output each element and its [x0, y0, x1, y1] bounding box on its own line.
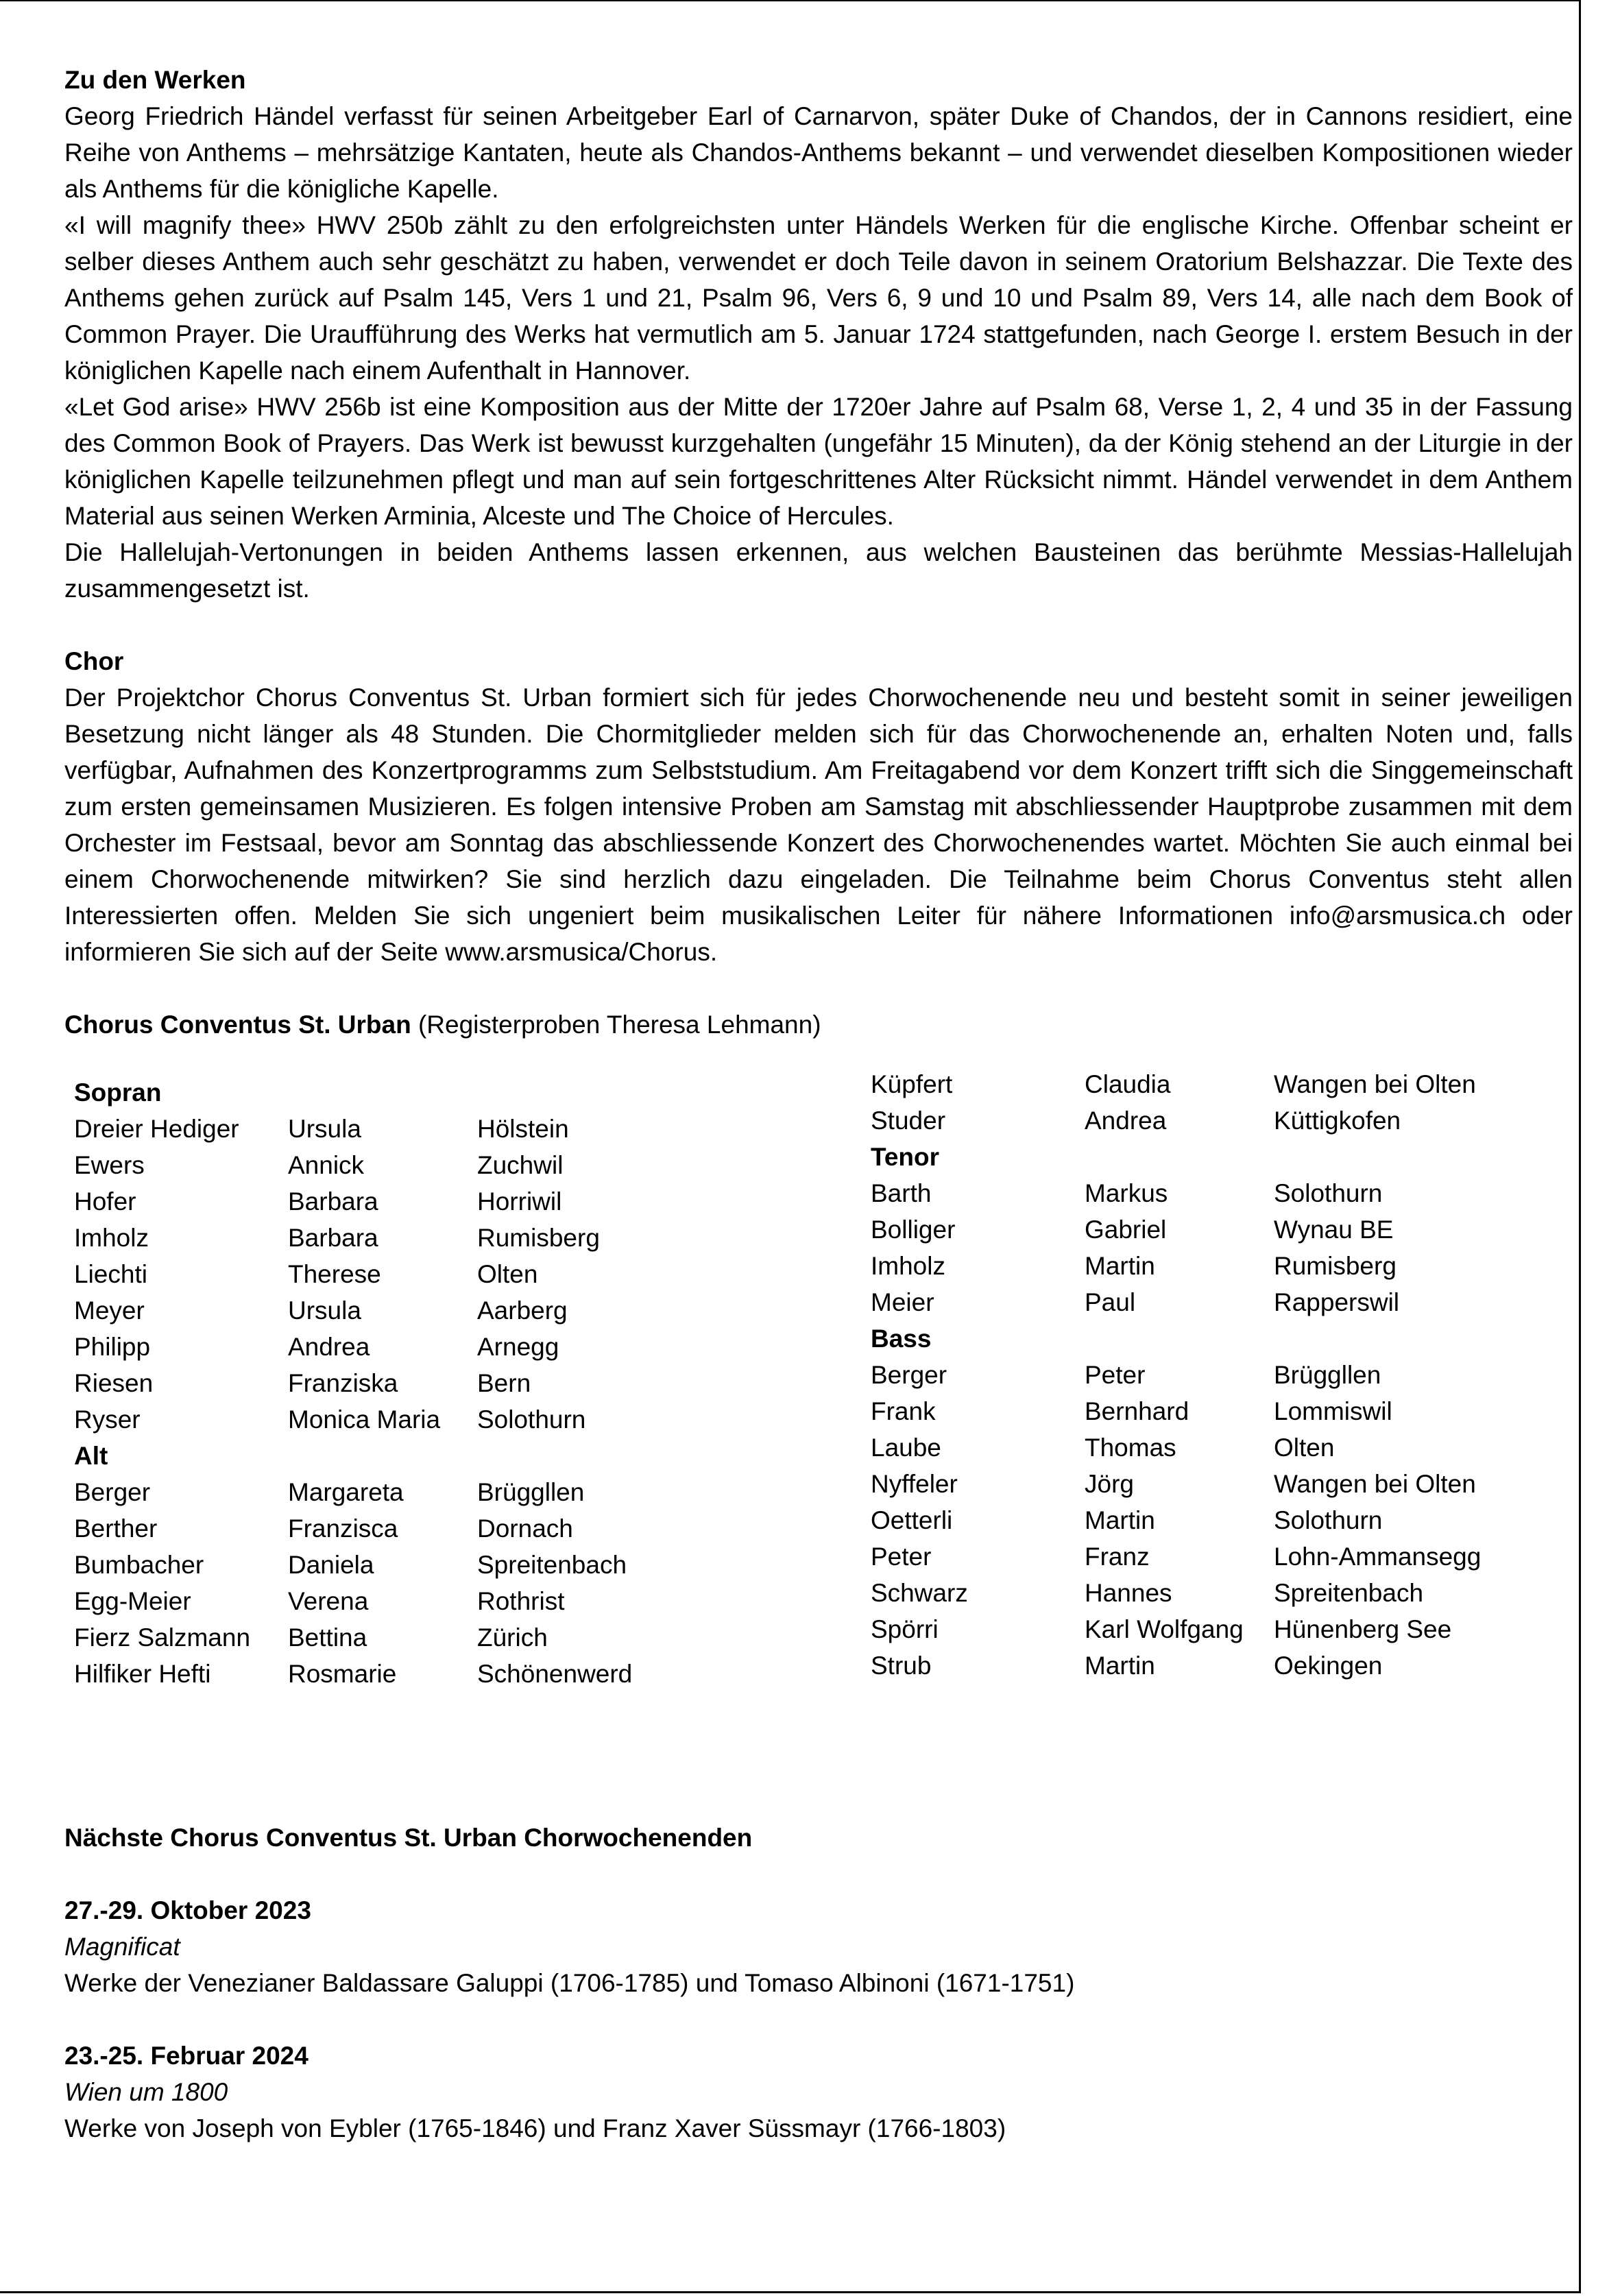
member-surname: Bumbacher — [74, 1551, 204, 1579]
member-location: Wangen bei Olten — [1274, 1470, 1476, 1498]
member-surname: Imholz — [871, 1252, 945, 1280]
member-row — [871, 1066, 1476, 1102]
member-location: Zürich — [477, 1623, 548, 1652]
member-location: Schönenwerd — [477, 1660, 633, 1688]
event-title: Wien um 1800 — [64, 2078, 228, 2106]
member-location: Küttigkofen — [1274, 1107, 1401, 1135]
member-surname: Riesen — [74, 1369, 154, 1397]
member-location: Rapperswil — [1274, 1288, 1400, 1316]
event-date: 27.-29. Oktober 2023 — [64, 1896, 311, 1924]
member-row — [74, 1292, 568, 1329]
member-firstname: Andrea — [1085, 1107, 1167, 1135]
member-firstname: Verena — [288, 1587, 369, 1615]
voice-heading: Bass — [871, 1325, 932, 1353]
member-row — [74, 1619, 548, 1656]
member-firstname: Daniela — [288, 1551, 374, 1579]
member-row — [871, 1102, 1401, 1139]
member-firstname: Paul — [1085, 1288, 1136, 1316]
member-location: Oekingen — [1274, 1652, 1383, 1680]
member-roster — [64, 1070, 1559, 1732]
member-row — [74, 1547, 627, 1583]
member-row — [74, 1183, 562, 1220]
member-firstname: Martin — [1085, 1252, 1155, 1280]
member-firstname: Hannes — [1085, 1579, 1172, 1607]
member-firstname: Franziska — [288, 1369, 398, 1397]
member-firstname: Franzisca — [288, 1514, 398, 1543]
member-row — [74, 1656, 633, 1692]
member-firstname: Therese — [288, 1260, 381, 1288]
main-text — [64, 62, 1573, 1043]
member-row — [74, 1147, 564, 1183]
member-location: Horriwil — [477, 1187, 562, 1216]
member-firstname: Andrea — [288, 1333, 370, 1361]
voice-heading: Tenor — [871, 1143, 940, 1171]
member-row — [871, 1575, 1424, 1611]
member-location: Brüggllen — [477, 1478, 585, 1506]
works-paragraph-1: Georg Friedrich Händel verfasst für seinen Arbeitgeber Earl of Carnarvon, später Duke of Chandos, der in Cannons residiert, eine Reihe von Anthems – mehrsätzige Kantaten, heute als Chandos-Anthems bekannt – und verwendet dieselben Kompositionen wieder als Anthems für die königliche Kapelle. — [64, 102, 1573, 203]
member-row — [871, 1357, 1381, 1393]
member-surname: Küpfert — [871, 1070, 953, 1098]
member-firstname: Rosmarie — [288, 1660, 397, 1688]
member-row — [74, 1220, 600, 1256]
member-firstname: Barbara — [288, 1187, 378, 1216]
member-row — [871, 1538, 1482, 1575]
member-row — [74, 1401, 586, 1438]
member-surname: Liechti — [74, 1260, 147, 1288]
member-location: Lohn-Ammansegg — [1274, 1543, 1482, 1571]
member-firstname: Monica Maria — [288, 1405, 441, 1434]
member-surname: Berger — [871, 1361, 947, 1389]
spacer — [64, 2001, 1573, 2038]
member-surname: Ewers — [74, 1151, 145, 1179]
member-surname: Studer — [871, 1107, 946, 1135]
works-paragraph-4: Die Hallelujah-Vertonungen in beiden Anthems lassen erkennen, aus welchen Bausteinen das berühmte Messias-Hallelujah zusammengesetzt ist. — [64, 538, 1573, 603]
member-firstname: Martin — [1085, 1652, 1155, 1680]
member-firstname: Barbara — [288, 1224, 378, 1252]
member-location: Dornach — [477, 1514, 573, 1543]
choir-paragraph: Der Projektchor Chorus Conventus St. Urban formiert sich für jedes Chorwochenende neu und besteht somit in seiner jeweiligen Besetzung nicht länger als 48 Stunden. Die Chormitglieder melden sich für das Chorwochenende an, erhalten Noten und, falls verfügbar, Aufnahmen des Konzertprogramms zum Selbststudium. Am Freitagabend vor dem Konzert trifft sich die Singgemeinschaft zum ersten gemeinsamen Musizieren. Es folgen intensive Proben am Samstag mit abschliessender Hauptprobe zusammen mit dem Orchester im Festsaal, bevor am Sonntag das abschliessende Konzert des Chorwochenendes wartet. Möchten Sie auch einmal bei einem Chorwochenende mitwirken? Sie sind herzlich dazu eingeladen. Die Teilnahme beim Chorus Conventus steht allen Interessierten offen. Melden Sie sich ungeniert beim musikalischen Leiter für nähere Informationen info@arsmusica.ch oder informieren Sie sich auf der Seite www.arsmusica/Chorus. — [64, 684, 1573, 966]
member-location: Rumisberg — [1274, 1252, 1397, 1280]
member-surname: Berther — [74, 1514, 158, 1543]
member-location: Hünenberg See — [1274, 1615, 1452, 1643]
member-row — [871, 1502, 1383, 1538]
member-location: Solothurn — [1274, 1179, 1383, 1207]
member-row — [74, 1256, 538, 1292]
choir-heading: Chor — [64, 647, 124, 675]
member-surname: Meier — [871, 1288, 934, 1316]
member-surname: Spörri — [871, 1615, 939, 1643]
member-row — [74, 1365, 531, 1401]
spacer — [64, 970, 1573, 1006]
member-firstname: Bernhard — [1085, 1397, 1189, 1425]
member-location: Hölstein — [477, 1115, 569, 1143]
works-paragraph-2: «I will magnify thee» HWV 250b zählt zu den erfolgreichsten unter Händels Werken für die englische Kirche. Offenbar scheint er selber dieses Anthem auch sehr geschätzt zu haben, verwendet er doch Teile davon in seinem Oratorium Belshazzar. Die Texte des Anthems gehen zurück auf Psalm 145, Vers 1 und 21, Psalm 96, Vers 6, 9 und 10 und Psalm 89, Vers 14, alle nach dem Book of Common Prayer. Die Uraufführung des Werks hat vermutlich am 5. Januar 1724 stattgefunden, nach George I. erstem Besuch in der königlichen Kapelle nach einem Aufenthalt in Hannover. — [64, 211, 1573, 385]
member-firstname: Markus — [1085, 1179, 1168, 1207]
member-firstname: Margareta — [288, 1478, 404, 1506]
member-surname: Frank — [871, 1397, 936, 1425]
member-location: Brüggllen — [1274, 1361, 1381, 1389]
roster-left-column — [74, 1074, 633, 1692]
member-location: Bern — [477, 1369, 531, 1397]
member-surname: Nyffeler — [871, 1470, 958, 1498]
member-firstname: Franz — [1085, 1543, 1150, 1571]
member-surname: Meyer — [74, 1296, 145, 1325]
member-firstname: Jörg — [1085, 1470, 1134, 1498]
member-surname: Dreier Hediger — [74, 1115, 239, 1143]
voice-heading: Alt — [74, 1442, 108, 1470]
member-surname: Imholz — [74, 1224, 149, 1252]
member-row — [871, 1466, 1476, 1502]
member-surname: Hofer — [74, 1187, 136, 1216]
event-description: Werke von Joseph von Eybler (1765-1846) und Franz Xaver Süssmayr (1766-1803) — [64, 2114, 1006, 2142]
event-title: Magnificat — [64, 1933, 180, 1961]
member-location: Wangen bei Olten — [1274, 1070, 1476, 1098]
member-row — [871, 1175, 1383, 1211]
member-row — [871, 1248, 1397, 1284]
member-firstname: Ursula — [288, 1296, 361, 1325]
member-surname: Bolliger — [871, 1216, 956, 1244]
member-firstname: Thomas — [1085, 1434, 1176, 1462]
member-firstname: Bettina — [288, 1623, 367, 1652]
member-surname: Fierz Salzmann — [74, 1623, 251, 1652]
member-location: Zuchwil — [477, 1151, 564, 1179]
member-row — [74, 1474, 585, 1510]
member-location: Solothurn — [1274, 1506, 1383, 1534]
member-firstname: Peter — [1085, 1361, 1146, 1389]
works-paragraph-3: «Let God arise» HWV 256b ist eine Komposition aus der Mitte der 1720er Jahre auf Psalm 68, Verse 1, 2, 4 und 35 in der Fassung des Common Book of Prayers. Das Werk ist bewusst kurzgehalten (ungefähr 15 Minuten), da der König stehend an der Liturgie in der königlichen Kapelle teilzunehmen pflegt und man auf sein fortgeschrittenes Alter Rücksicht nimmt. Händel verwendet in dem Anthem Material aus seinen Werken Arminia, Alceste und The Choice of Hercules. — [64, 393, 1573, 530]
works-heading: Zu den Werken — [64, 66, 246, 94]
spacer — [64, 1856, 1573, 1892]
member-row — [74, 1510, 573, 1547]
member-row — [871, 1429, 1335, 1466]
member-firstname: Martin — [1085, 1506, 1155, 1534]
member-location: Arnegg — [477, 1333, 559, 1361]
member-surname: Egg-Meier — [74, 1587, 191, 1615]
member-surname: Schwarz — [871, 1579, 968, 1607]
member-surname: Hilfiker Hefti — [74, 1660, 211, 1688]
events-heading: Nächste Chorus Conventus St. Urban Chorwochenenden — [64, 1824, 753, 1852]
member-location: Rumisberg — [477, 1224, 600, 1252]
member-surname: Laube — [871, 1434, 941, 1462]
member-firstname: Claudia — [1085, 1070, 1171, 1098]
roster-title — [64, 1006, 1573, 1043]
member-location: Olten — [1274, 1434, 1335, 1462]
member-row — [74, 1111, 569, 1147]
member-surname: Berger — [74, 1478, 151, 1506]
member-surname: Oetterli — [871, 1506, 953, 1534]
member-row — [871, 1611, 1452, 1647]
member-row — [74, 1329, 559, 1365]
upcoming-events — [64, 1820, 1573, 2147]
member-firstname: Ursula — [288, 1115, 361, 1143]
member-location: Solothurn — [477, 1405, 586, 1434]
member-row — [74, 1583, 565, 1619]
member-location: Spreitenbach — [1274, 1579, 1424, 1607]
member-location: Spreitenbach — [477, 1551, 627, 1579]
member-row — [871, 1393, 1392, 1429]
member-location: Wynau BE — [1274, 1216, 1394, 1244]
roster-right-column — [871, 1066, 1482, 1684]
member-location: Aarberg — [477, 1296, 568, 1325]
member-location: Rothrist — [477, 1587, 565, 1615]
voice-heading: Sopran — [74, 1078, 162, 1107]
member-location: Olten — [477, 1260, 538, 1288]
member-surname: Philipp — [74, 1333, 151, 1361]
event-date: 23.-25. Februar 2024 — [64, 2042, 309, 2070]
member-firstname: Karl Wolfgang — [1085, 1615, 1244, 1643]
roster-title-bold: Chorus Conventus St. Urban — [64, 1011, 411, 1039]
member-surname: Barth — [871, 1179, 932, 1207]
roster-title-rest: (Registerproben Theresa Lehmann) — [411, 1011, 821, 1039]
member-firstname: Gabriel — [1085, 1216, 1167, 1244]
member-row — [871, 1211, 1394, 1248]
member-row — [871, 1647, 1383, 1684]
spacer — [64, 607, 1573, 643]
member-location: Lommiswil — [1274, 1397, 1392, 1425]
member-row — [871, 1284, 1400, 1320]
member-surname: Strub — [871, 1652, 932, 1680]
event-description: Werke der Venezianer Baldassare Galuppi (1706-1785) und Tomaso Albinoni (1671-1751) — [64, 1969, 1075, 1997]
member-firstname: Annick — [288, 1151, 365, 1179]
member-surname: Peter — [871, 1543, 932, 1571]
member-surname: Ryser — [74, 1405, 141, 1434]
